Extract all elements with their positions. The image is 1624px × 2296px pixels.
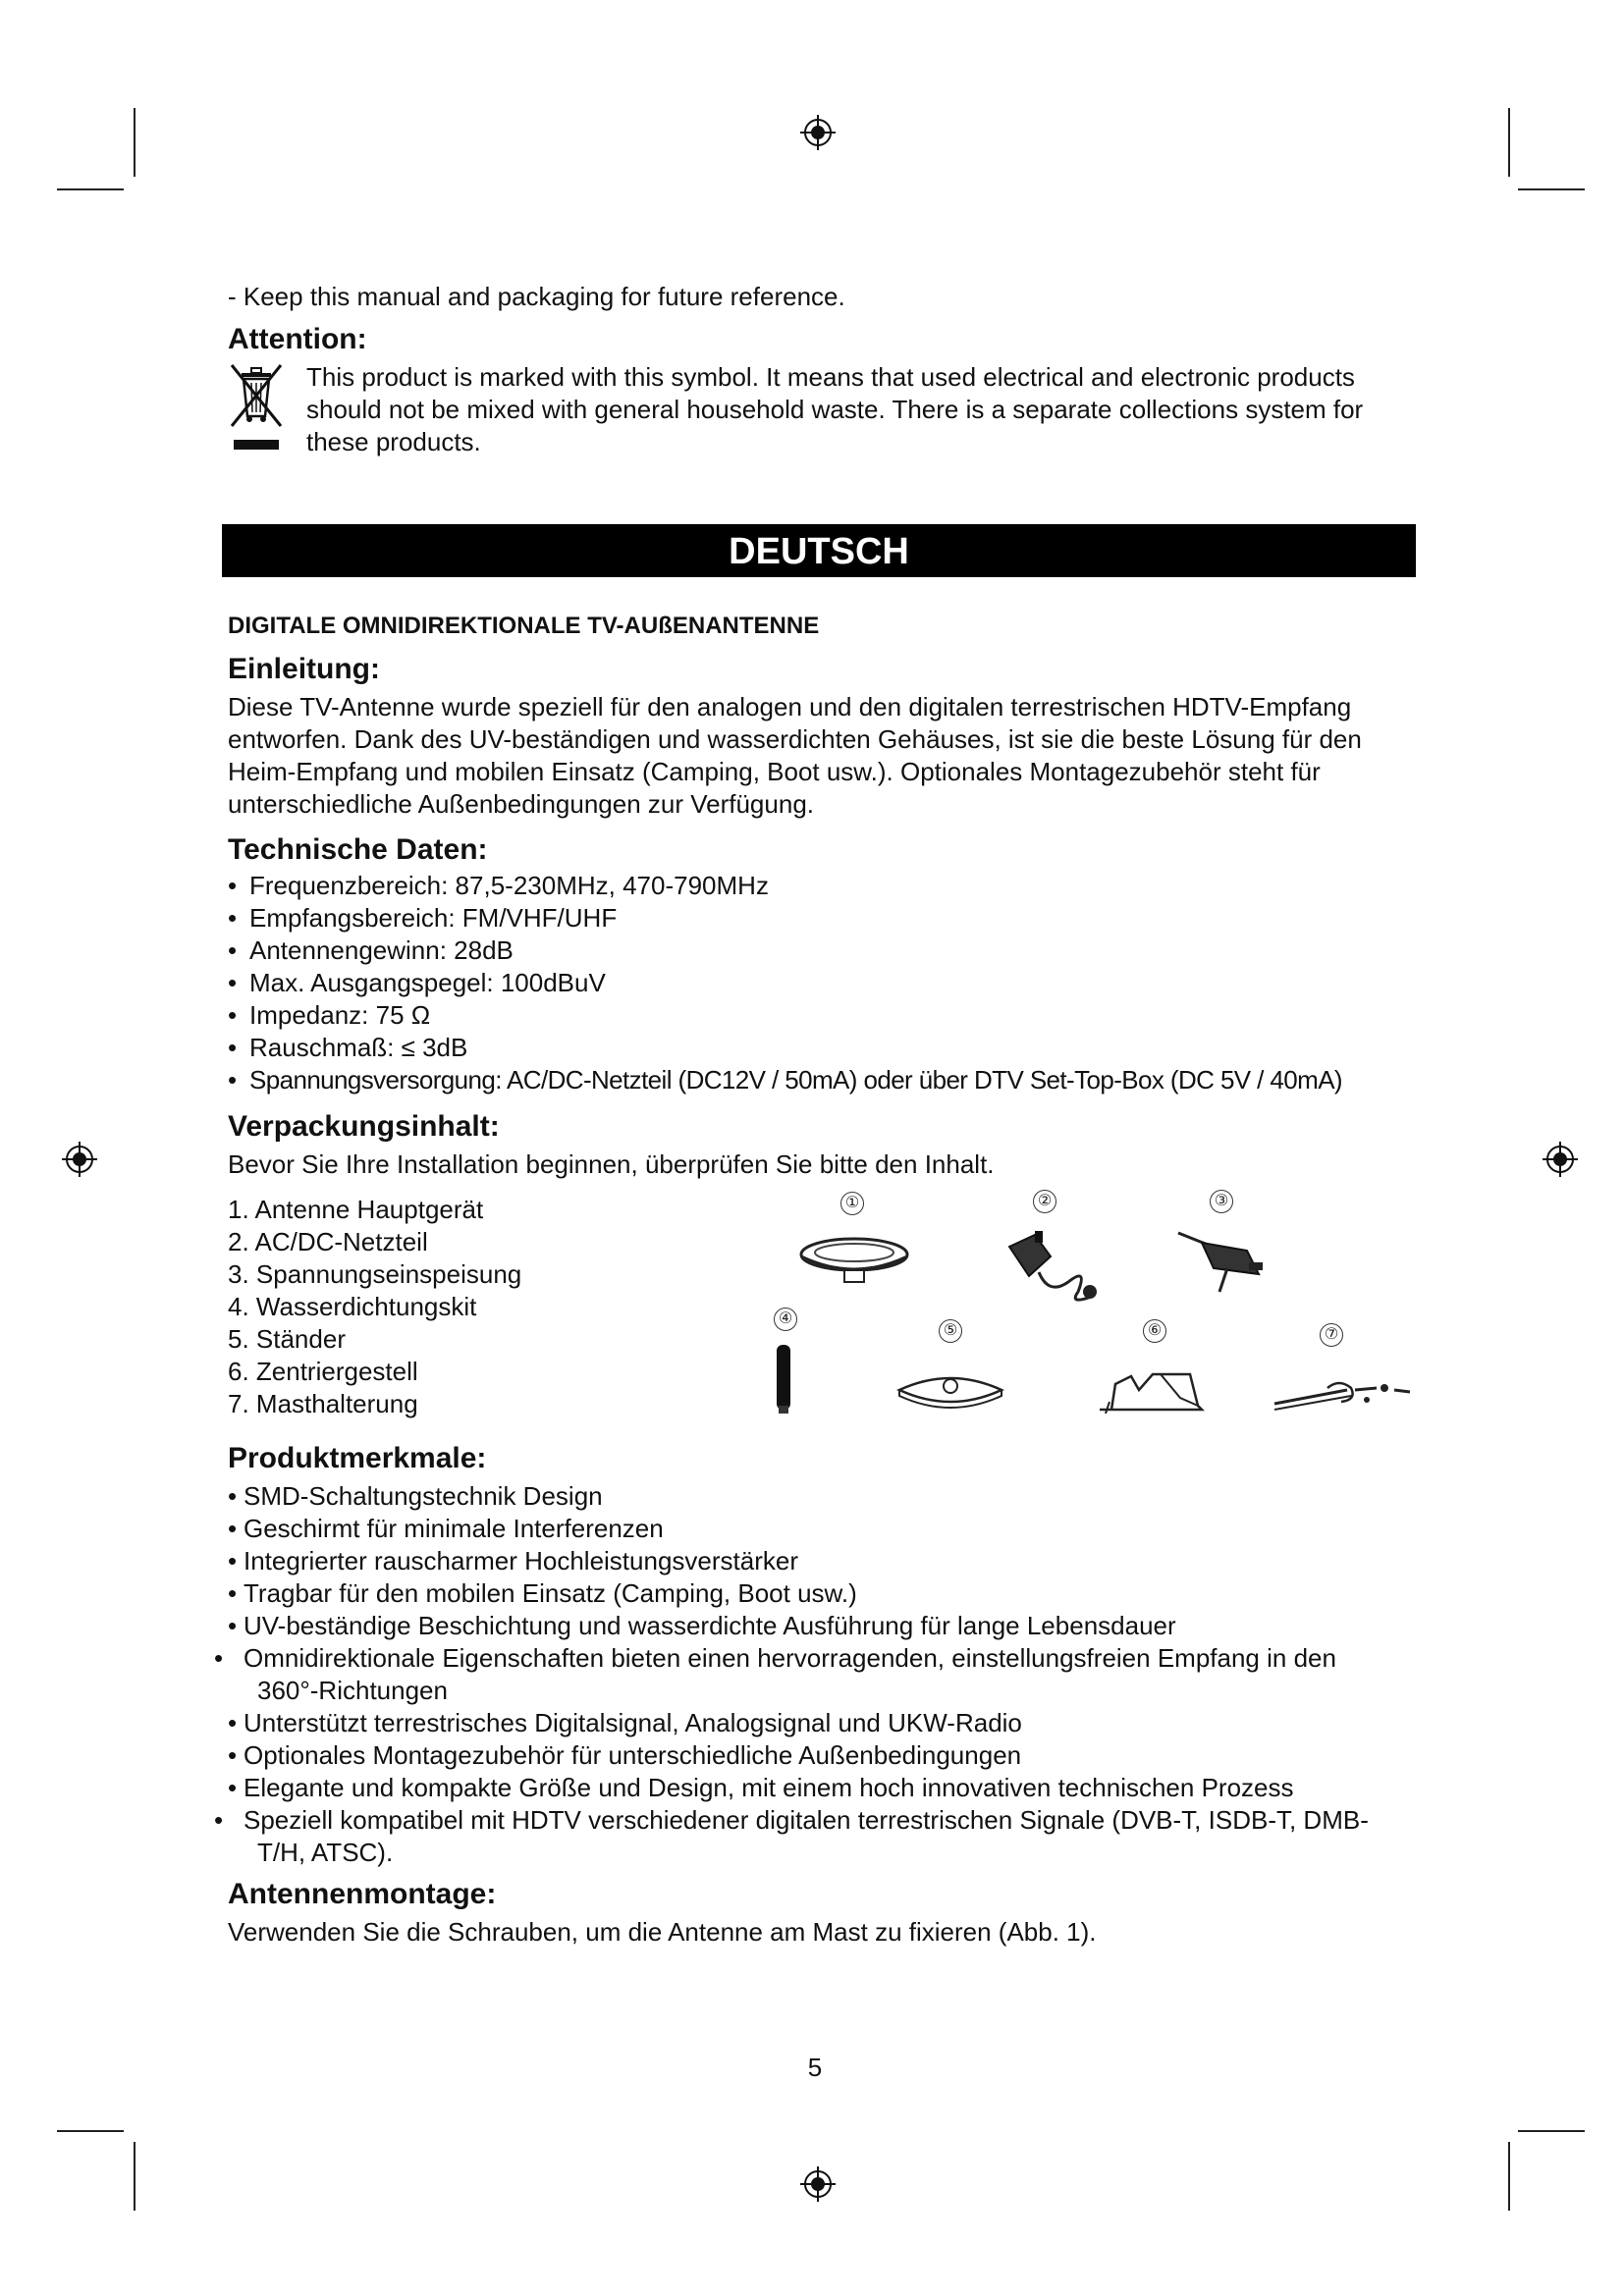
list-item: • Unterstützt terrestrisches Digitalsignal, Analogsignal und UKW-Radio [228, 1707, 1396, 1739]
list-item: • Integrierter rauscharmer Hochleistungsverstärker [228, 1545, 1396, 1577]
crop-mark-tl-h [57, 188, 124, 190]
list-item: • Optionales Montagezubehör für unterschiedliche Außenbedingungen [228, 1739, 1396, 1772]
list-item: 5. Ständer [228, 1324, 346, 1354]
stand-icon [892, 1368, 1009, 1417]
technische-daten-list [224, 870, 1432, 1096]
package-contents-figure [746, 1188, 1424, 1433]
list-item: • Speziell kompatibel mit HDTV verschiedener digitalen terrestrischen Signale (DVB-T, ISDB-T, DMB-T/H, ATSC). [228, 1804, 1396, 1869]
registration-mark-right-icon [1542, 1141, 1579, 1178]
registration-mark-bottom-icon [799, 2165, 837, 2203]
crossed-out-bin-icon [226, 361, 287, 459]
list-item: • Max. Ausgangspegel: 100dBuV [224, 967, 1432, 999]
figure-number-7: ⑦ [1320, 1323, 1343, 1347]
power-injector-icon [1168, 1223, 1276, 1302]
mast-bracket-icon [1269, 1361, 1416, 1419]
ac-dc-adapter-icon [1000, 1227, 1108, 1306]
centering-holder-icon [1092, 1355, 1210, 1423]
list-item: 1. Antenne Hauptgerät [228, 1195, 484, 1224]
product-title: DIGITALE OMNIDIREKTIONALE TV-AUßENANTENNE [228, 613, 820, 639]
attention-text: This product is marked with this symbol. It means that used electrical and electronic products should not be mixed with general household waste. There is a separate collections system for these products. [306, 362, 1364, 456]
verpackungsinhalt-text: Bevor Sie Ihre Installation beginnen, überprüfen Sie bitte den Inhalt. [228, 1149, 995, 1179]
list-item: 4. Wasserdichtungskit [228, 1292, 477, 1321]
figure-number-5: ⑤ [939, 1319, 962, 1343]
verpackungsinhalt-heading: Verpackungsinhalt: [228, 1110, 500, 1143]
crop-mark-tl-v [134, 108, 135, 177]
crop-mark-bl-h [57, 2130, 124, 2132]
figure-number-2: ② [1033, 1190, 1056, 1213]
crop-mark-bl-v [134, 2142, 135, 2211]
attention-heading: Attention: [228, 323, 367, 355]
technische-daten-heading: Technische Daten: [228, 833, 488, 866]
list-item: • Frequenzbereich: 87,5-230MHz, 470-790MHz [224, 870, 1432, 902]
crop-mark-br-v [1508, 2142, 1510, 2211]
figure-number-3: ③ [1210, 1190, 1233, 1213]
antennenmontage-heading: Antennenmontage: [228, 1878, 497, 1910]
registration-mark-top-icon [799, 114, 837, 151]
waterproof-kit-icon [770, 1341, 799, 1419]
figure-number-4: ④ [774, 1308, 797, 1331]
list-item: • Empfangsbereich: FM/VHF/UHF [224, 902, 1432, 934]
list-item: • SMD-Schaltungstechnik Design [228, 1480, 1396, 1513]
list-item: • Omnidirektionale Eigenschaften bieten einen hervorragenden, einstellungsfreien Empfang in den 360°-Richtungen [228, 1642, 1396, 1707]
crop-mark-tr-v [1508, 108, 1510, 177]
list-item: • Impedanz: 75 Ω [224, 999, 1432, 1032]
crop-mark-tr-h [1518, 188, 1585, 190]
list-item: • Tragbar für den mobilen Einsatz (Camping, Boot usw.) [228, 1577, 1396, 1610]
list-item: • Rauschmaß: ≤ 3dB [224, 1032, 1432, 1064]
list-item: • Geschirmt für minimale Interferenzen [228, 1513, 1396, 1545]
list-item: 7. Masthalterung [228, 1389, 418, 1418]
antenna-main-unit-icon [795, 1231, 913, 1290]
figure-number-6: ⑥ [1143, 1319, 1166, 1343]
list-item: 6. Zentriergestell [228, 1357, 418, 1386]
produktmerkmale-list [228, 1480, 1396, 1869]
list-item: • Spannungsversorgung: AC/DC-Netzteil (DC12V / 50mA) oder über DTV Set-Top-Box (DC 5V / 40mA) [224, 1064, 1432, 1096]
package-contents-list [228, 1194, 521, 1420]
produktmerkmale-heading: Produktmerkmale: [228, 1442, 487, 1474]
list-item: • Antennengewinn: 28dB [224, 934, 1432, 967]
crop-mark-br-h [1518, 2130, 1585, 2132]
list-item: • UV-beständige Beschichtung und wasserdichte Ausführung für lange Lebensdauer [228, 1610, 1396, 1642]
list-item: • Elegante und kompakte Größe und Design, mit einem hoch innovativen technischen Prozess [228, 1772, 1396, 1804]
einleitung-heading: Einleitung: [228, 653, 380, 685]
list-item: 2. AC/DC-Netzteil [228, 1227, 428, 1256]
antennenmontage-text: Verwenden Sie die Schrauben, um die Antenne am Mast zu fixieren (Abb. 1). [228, 1917, 1097, 1947]
registration-mark-left-icon [61, 1141, 98, 1178]
intro-line: - Keep this manual and packaging for future reference. [228, 282, 845, 311]
einleitung-text: Diese TV-Antenne wurde speziell für den analogen und den digitalen terrestrischen HDTV-Empfang entworfen. Dank des UV-beständigen und wasserdichten Gehäuses, ist sie die beste Lösung für den Heim-Empfang und mobilen Einsatz (Camping, Boot usw.). Optionales Montagezubehör steht für unterschiedliche Außenbedingungen zur Verfügung. [228, 692, 1362, 819]
list-item: 3. Spannungseinspeisung [228, 1259, 522, 1289]
page-number: 5 [807, 2053, 823, 2082]
figure-number-1: ① [840, 1192, 864, 1215]
language-bar-deutsch: DEUTSCH [222, 524, 1416, 577]
